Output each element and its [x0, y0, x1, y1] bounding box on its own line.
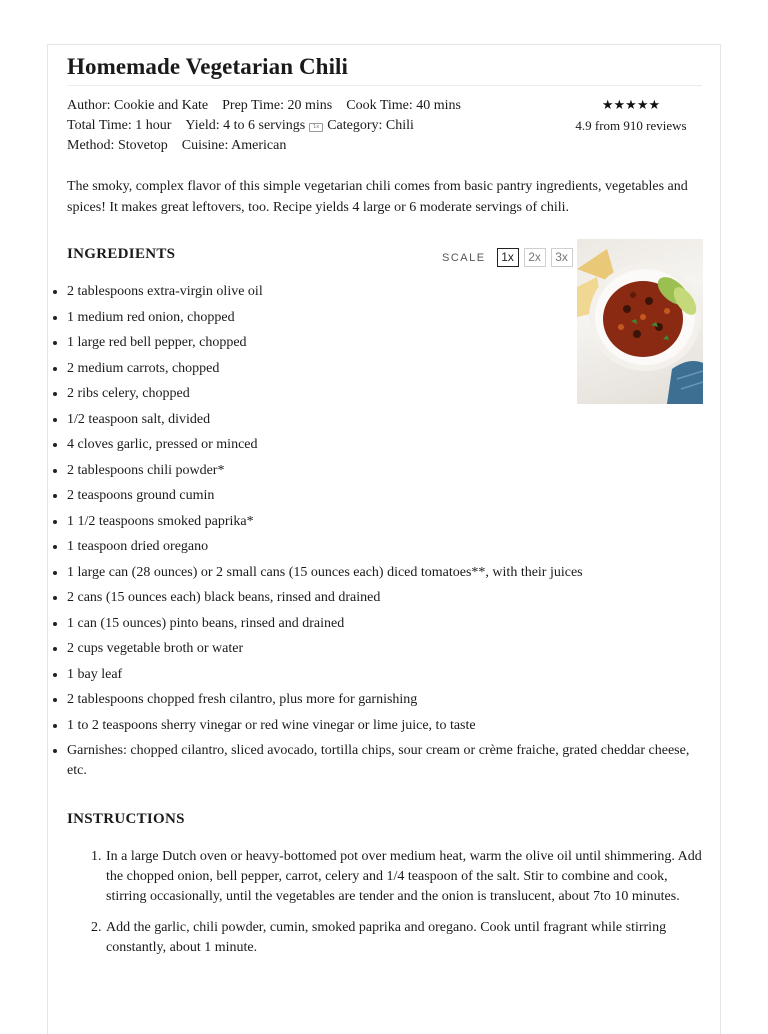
meta-author: Author: Cookie and Kate	[67, 98, 209, 113]
recipe-rating[interactable]	[561, 96, 701, 136]
ingredient-item: 1 teaspoon dried oregano	[67, 537, 707, 557]
ingredient-item: 1 medium red onion, chopped	[67, 308, 707, 328]
step-text: In a large Dutch oven or heavy-bottomed pot over medium heat, warm the olive oil until shimmering. Add the chopped onion, bell pepper, carrot, celery and 1/4 teaspoon of the salt. Stir to combine and cook, stirring occasionally, until the vegetables are tender and the onion is translucent, about 7to 10 minutes.	[106, 849, 702, 904]
ingredients-heading: INGREDIENTS	[67, 246, 176, 262]
meta-cook-time: Cook Time: 40 mins	[346, 98, 461, 113]
instructions-heading: INSTRUCTIONS	[67, 811, 185, 827]
meta-total-time: Total Time: 1 hour	[67, 118, 172, 133]
ingredient-item: 1 can (15 ounces) pinto beans, rinsed and drained	[67, 614, 707, 634]
rating-stars-icon[interactable]: ★★★★★	[601, 98, 661, 113]
ingredient-item: 2 cans (15 ounces each) black beans, rinsed and drained	[67, 588, 707, 608]
ingredient-item: 1 1/2 teaspoons smoked paprika*	[67, 512, 707, 532]
ingredient-item: 2 tablespoons chopped fresh cilantro, plus more for garnishing	[67, 690, 707, 710]
servings-scale-icon[interactable]: 1x	[309, 123, 323, 132]
rating-summary: 4.9 from 910 reviews	[575, 118, 687, 133]
scale-2x-button[interactable]: 2x	[524, 248, 546, 267]
meta-yield: Yield: 4 to 6 servings	[185, 118, 306, 133]
ingredient-item: 2 teaspoons ground cumin	[67, 486, 707, 506]
meta-cuisine: Cuisine: American	[181, 138, 287, 153]
ingredient-item: 2 medium carrots, chopped	[67, 359, 707, 379]
scale-control	[442, 248, 573, 267]
ingredient-item: 2 cups vegetable broth or water	[67, 639, 707, 659]
title-divider	[67, 85, 702, 86]
ingredient-item: 1 to 2 teaspoons sherry vinegar or red wine vinegar or lime juice, to taste	[67, 716, 707, 736]
instruction-step	[91, 918, 704, 958]
recipe-title: Homemade Vegetarian Chili	[67, 54, 349, 79]
meta-category: Category: Chili	[327, 118, 414, 133]
step-text: Add the garlic, chili powder, cumin, smoked paprika and oregano. Cook until fragrant while stirring constantly, about 1 minute.	[106, 920, 667, 955]
meta-method: Method: Stovetop	[67, 138, 168, 153]
recipe-card	[47, 44, 721, 1034]
ingredient-item: 1 large red bell pepper, chopped	[67, 333, 707, 353]
recipe-summary: The smoky, complex flavor of this simple vegetarian chili comes from basic pantry ingredients, vegetables and spices! It makes great leftovers, too. Recipe yields 4 large or 6 moderate servings of chili.	[67, 179, 688, 215]
ingredients-list	[67, 282, 707, 787]
ingredient-item: 1 bay leaf	[67, 665, 707, 685]
scale-3x-button[interactable]: 3x	[551, 248, 573, 267]
scale-1x-button[interactable]: 1x	[497, 248, 519, 267]
step-number: 2.	[91, 920, 102, 935]
ingredient-item: Garnishes: chopped cilantro, sliced avocado, tortilla chips, sour cream or crème fraiche, grated cheddar cheese, etc.	[67, 741, 707, 781]
instruction-step	[91, 847, 704, 907]
ingredient-item: 2 tablespoons extra-virgin olive oil	[67, 282, 707, 302]
meta-line-2	[67, 116, 475, 136]
meta-line-1	[67, 96, 475, 116]
ingredient-item: 4 cloves garlic, pressed or minced	[67, 435, 707, 455]
step-number: 1.	[91, 849, 102, 864]
ingredient-item: 1 large can (28 ounces) or 2 small cans (15 ounces each) diced tomatoes**, with their juices	[67, 563, 707, 583]
ingredient-item: 1/2 teaspoon salt, divided	[67, 410, 707, 430]
scale-label: SCALE	[442, 251, 486, 264]
recipe-meta	[67, 96, 475, 156]
ingredient-item: 2 ribs celery, chopped	[67, 384, 707, 404]
meta-prep-time: Prep Time: 20 mins	[222, 98, 333, 113]
meta-line-3	[67, 136, 475, 156]
instructions-list	[91, 847, 704, 969]
ingredient-item: 2 tablespoons chili powder*	[67, 461, 707, 481]
